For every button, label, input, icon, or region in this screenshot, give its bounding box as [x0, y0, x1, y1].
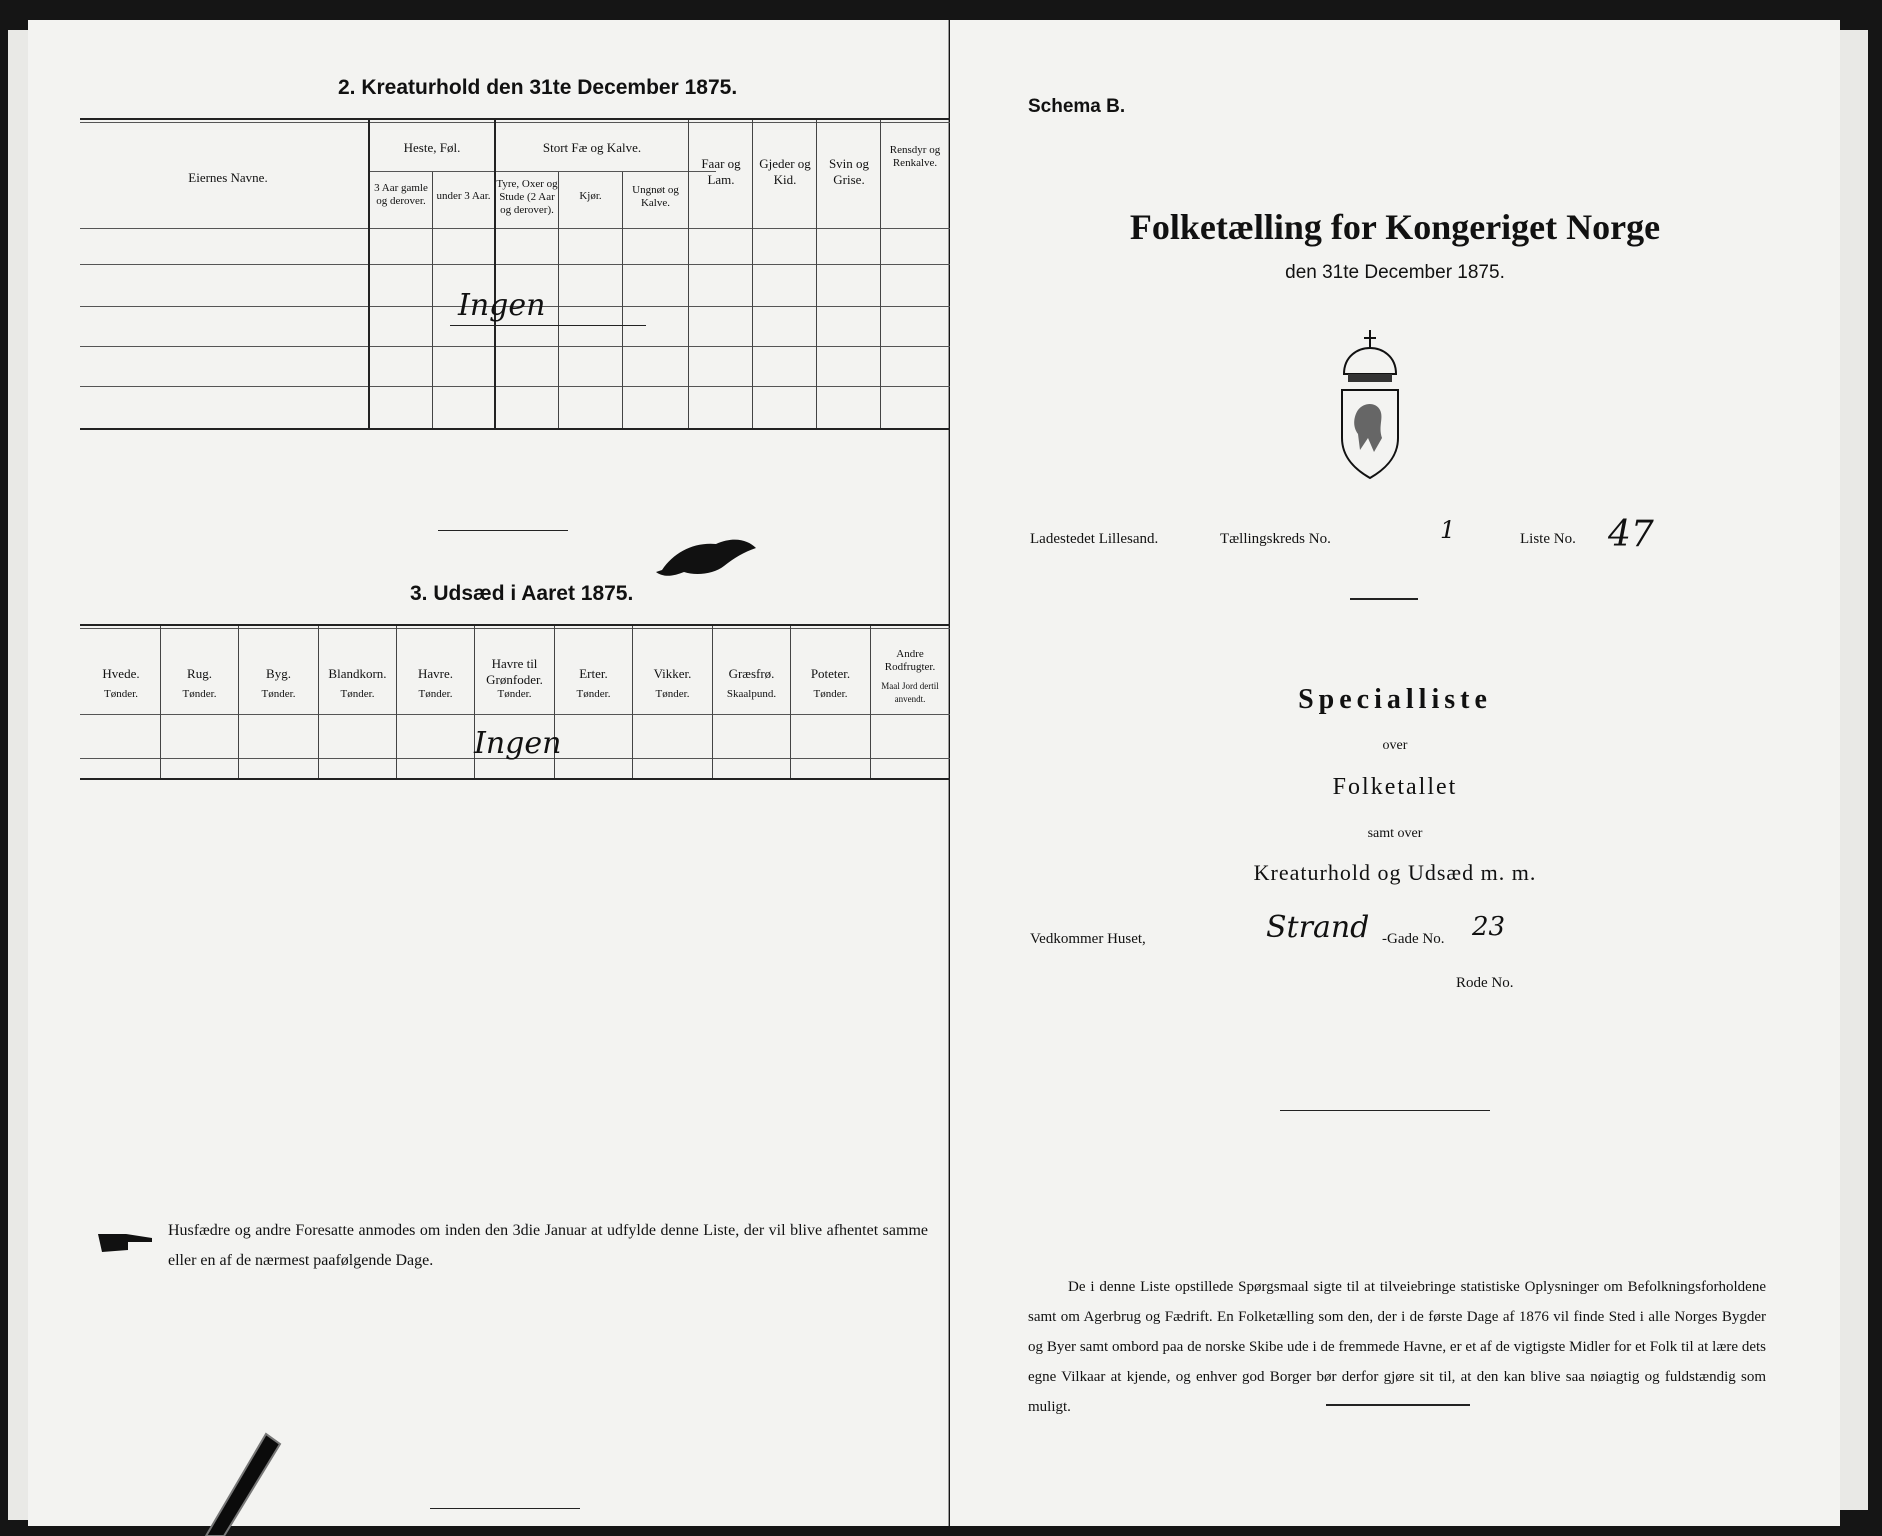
list-value: 47	[1608, 514, 1654, 555]
sowing-poteter-header: Poteter.	[810, 666, 851, 681]
divider	[80, 714, 974, 715]
district-value: 1	[1440, 516, 1456, 544]
cattle-col3-header: Ungnøt og Kalve.	[632, 184, 679, 209]
sowing-rodfrugter-header: Andre Rodfrugter.	[884, 648, 936, 673]
specialliste-title: Specialliste	[1298, 684, 1492, 715]
cattle-group-header: Stort Fæ og Kalve.	[542, 140, 642, 155]
sowing-rug-header: Rug.	[187, 666, 212, 681]
sowing-rug-unit: Tønder.	[182, 688, 217, 700]
sowing-byg-header: Byg.	[266, 666, 291, 681]
column-line	[238, 626, 239, 778]
cattle-col2-header: Kjør.	[579, 190, 602, 202]
column-line	[712, 626, 713, 778]
sheep-header: Faar og Lam.	[701, 156, 741, 187]
divider	[80, 228, 974, 229]
divider	[80, 122, 974, 123]
place-label: Ladestedet Lillesand.	[1030, 531, 1159, 547]
sowing-havre-gronfoder-unit: Tønder.	[497, 688, 532, 700]
sowing-poteter-unit: Tønder.	[813, 688, 848, 700]
sowing-erter-unit: Tønder.	[576, 688, 611, 700]
sowing-erter-header: Erter.	[579, 666, 608, 681]
divider	[80, 264, 974, 265]
column-line	[558, 172, 559, 428]
horse-group-header: Heste, Føl.	[403, 140, 461, 155]
column-line	[816, 120, 817, 428]
section3-title: 3. Udsæd i Aaret 1875.	[410, 582, 634, 605]
notice-text: Husfædre og andre Foresatte anmodes om inden den 3die Januar at udfylde denne Liste, der vil blive afhentet samme eller en af de nærmest paafølgende Dage.	[168, 1222, 928, 1269]
horse-col1-header: 3 Aar gamle og derover.	[374, 182, 428, 207]
gade-value: 23	[1472, 912, 1506, 942]
owner-names-header: Eiernes Navne.	[188, 170, 268, 185]
column-line	[494, 120, 496, 430]
handwritten-underline	[450, 325, 646, 326]
sowing-graesfro-header: Græsfrø.	[728, 666, 775, 681]
schema-label: Schema B.	[1028, 96, 1126, 117]
reindeer-header: Rensdyr og Renkalve.	[889, 144, 941, 169]
column-line	[318, 626, 319, 778]
goats-header: Gjeder og Kid.	[759, 156, 811, 187]
column-line	[880, 120, 881, 428]
column-line	[432, 172, 433, 428]
separator-line	[1350, 598, 1418, 600]
sowing-havre-gronfoder-header: Havre til Grønfoder.	[486, 656, 543, 687]
livestock-handwritten-entry: Ingen	[458, 288, 546, 323]
left-page-stack	[8, 30, 30, 1520]
column-line	[622, 172, 623, 428]
sowing-handwritten-entry: Ingen	[474, 726, 562, 761]
sowing-table-bottom	[80, 778, 974, 780]
explanation-text: De i denne Liste opstillede Spørgsmaal sigte til at tilveiebringe statistiske Oplysninger om Befolkningsforholdene samt om Agerbrug og Fædrift. En Folketælling som den, der i de første Dage af 1876 vil finde Sted i alle Norges Bygder og Byer samt ombord paa de norske Skibe ude i de fremmede Havne, er et af de vigtigste Midler for et Folk til at lære dets egne Vilkaar at kjende, og enhver god Borger bør derfor gjøre sit til, at den kan blive saa nøiagtig og fuldstændig som muligt.	[1028, 1279, 1766, 1415]
census-date: den 31te December 1875.	[1285, 262, 1505, 283]
pigs-header: Svin og Grise.	[828, 156, 870, 187]
column-line	[160, 626, 161, 778]
main-title: Folketælling for Kongeriget Norge	[1129, 207, 1661, 247]
over-text: over	[1382, 738, 1408, 753]
sowing-vikker-unit: Tønder.	[655, 688, 690, 700]
samt-over-text: samt over	[1367, 826, 1423, 841]
sowing-hvede-header: Hvede.	[102, 666, 140, 681]
pointing-hand-icon	[96, 1226, 156, 1256]
column-line	[752, 120, 753, 428]
sowing-rodfrugter-unit: Maal Jord dertil anvendt.	[881, 681, 939, 704]
divider	[80, 386, 974, 387]
sowing-vikker-header: Vikker.	[653, 666, 692, 681]
right-page-stack	[1838, 30, 1868, 1510]
column-line	[632, 626, 633, 778]
right-page	[950, 20, 1840, 1526]
sowing-blandkorn-header: Blandkorn.	[328, 666, 387, 681]
sowing-graesfro-unit: Skaalpund.	[726, 688, 777, 700]
horse-col2-header: under 3 Aar.	[436, 190, 491, 202]
left-page	[28, 20, 949, 1526]
street-value: Strand	[1266, 910, 1370, 945]
sowing-table-top	[80, 624, 974, 626]
section2-title: 2. Kreaturhold den 31te December 1875.	[338, 76, 738, 99]
divider	[80, 346, 974, 347]
gade-label: -Gade No.	[1382, 931, 1445, 947]
ink-blot	[644, 522, 774, 582]
list-label: Liste No.	[1520, 531, 1576, 547]
kreaturhold-title: Kreaturhold og Udsæd m. m.	[1253, 860, 1537, 885]
sowing-byg-unit: Tønder.	[261, 688, 296, 700]
sowing-havre-unit: Tønder.	[418, 688, 453, 700]
coat-of-arms	[1334, 326, 1406, 484]
column-line	[368, 120, 370, 430]
district-label: Tællingskreds No.	[1220, 531, 1331, 547]
cattle-col1-header: Tyre, Oxer og Stude (2 Aar og derover).	[496, 178, 558, 216]
divider	[80, 628, 974, 629]
divider	[368, 171, 716, 172]
separator-line	[1326, 1404, 1470, 1406]
folketallet-text: Folketallet	[1332, 774, 1458, 800]
column-line	[790, 626, 791, 778]
separator-line	[438, 530, 568, 531]
rode-label: Rode No.	[1456, 975, 1514, 991]
separator-line	[430, 1508, 580, 1509]
separator-line	[1280, 1110, 1490, 1111]
house-label: Vedkommer Huset,	[1030, 931, 1146, 947]
column-line	[396, 626, 397, 778]
livestock-table-bottom	[80, 428, 974, 430]
livestock-table-top	[80, 118, 974, 120]
column-line	[688, 120, 689, 428]
pencil-object	[196, 1430, 286, 1536]
sowing-blandkorn-unit: Tønder.	[340, 688, 375, 700]
sowing-hvede-unit: Tønder.	[104, 688, 138, 700]
sowing-havre-header: Havre.	[417, 666, 453, 681]
